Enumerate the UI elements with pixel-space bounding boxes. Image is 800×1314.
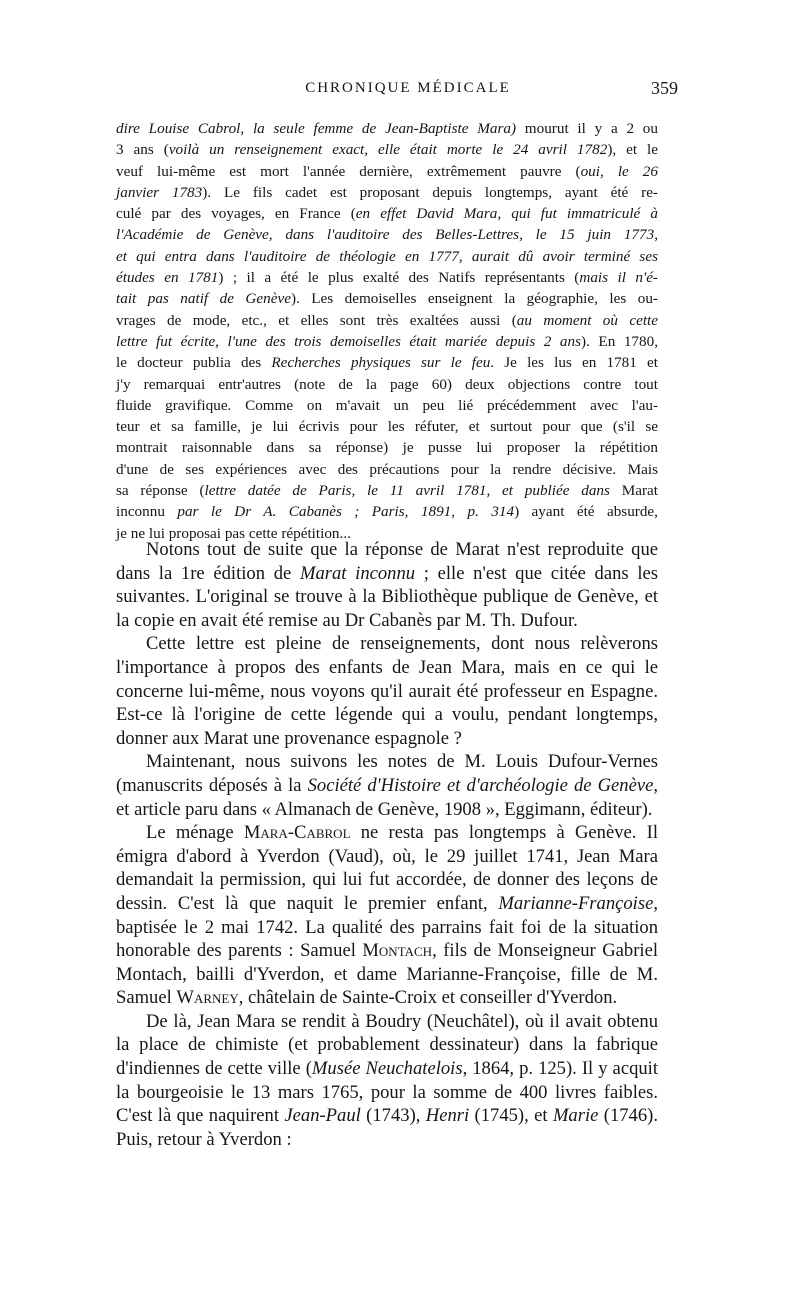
quote-line: [116, 416, 658, 437]
quote-line: [116, 501, 658, 522]
paragraph: [116, 632, 658, 750]
text-run: . Je les lus en 1781 et: [490, 354, 658, 372]
italic-run: Marat inconnu: [299, 562, 416, 584]
text-run: Maintenant, nous suivons les notes de M. Louis Dufour-Vernes (manuscrits déposés à la: [116, 751, 658, 796]
quote-line: [116, 161, 658, 182]
text-run: 3 ans (: [116, 141, 169, 159]
quote-line: [116, 459, 658, 480]
text-run: Cette lettre est pleine de renseignements, dont nous relèverons l'importance à propos des enfants de Jean Mara, mais en ce qui le concerne lui-même, nous voyons qu'il aurait été professeur en Espagne. Est-ce là l'origine de cette légende qui a voulu, pendant longtemps, donner aux Marat une provenance espagnole ?: [116, 633, 658, 749]
italic-run: janvier 1783: [116, 183, 203, 201]
running-head: [138, 78, 678, 106]
paragraph: [116, 538, 658, 632]
text-run: ) ; il a été le plus exalté des Natifs représentants (: [218, 269, 580, 287]
running-title: CHRONIQUE MÉDICALE: [305, 80, 511, 96]
text-run: Le ménage: [146, 822, 244, 844]
text-run: montrait raisonnable dans sa réponse) je pusse lui proposer la répétition: [116, 439, 658, 457]
text-run: mourut il y a 2 ou: [516, 120, 658, 137]
italic-run: Henri: [425, 1105, 470, 1127]
quote-line: [116, 118, 658, 139]
text-run: , 1864, p. 125). Il y acquit la bourgeoisie le 13 mars 1765, pour la somme de 400 livres faibles. C'est là que naquirent: [116, 1058, 658, 1127]
text-run: , châtelain de Sainte-Croix et conseiller d'Yverdon.: [238, 987, 618, 1009]
italic-run: Musée Neuchatelois: [311, 1058, 463, 1080]
text-run: De là, Jean Mara se rendit à Boudry (Neuchâtel), où il avait obtenu la place de chimiste (et probablement dessinateur) dans la fabrique d'indiennes de cette ville (: [116, 1010, 658, 1080]
italic-run: et qui entra dans l'auditoire de théologie en 1777, aurait dû avoir terminé ses: [116, 247, 658, 265]
text-run: le docteur publia des: [116, 354, 272, 372]
italic-run: études en 1781: [116, 269, 219, 287]
quote-line: [116, 395, 658, 416]
text-run: inconnu: [116, 503, 178, 521]
quote-line: [116, 246, 658, 267]
quote-line: [116, 139, 658, 160]
quote-line: [116, 224, 658, 245]
quote-line: [116, 437, 658, 458]
italic-run: l'Académie de Genève, dans l'auditoire des Belles-Lettres, le 15 juin 1773,: [116, 226, 658, 244]
italic-run: lettre fut écrite, l'une des trois demoiselles était mariée depuis 2 ans: [116, 332, 582, 350]
text-run: ne resta pas longtemps à Genève. Il émigra d'abord à Yverdon (Vaud), où, le 29 juillet 1741, Jean Mara demandait la permission, qui lui fut accordée, de donner des leçons de dessin. C'est là que naquit le premier enfant,: [116, 822, 658, 914]
text-run: ). Les demoiselles enseignent la géographie, les ou-: [290, 290, 658, 308]
quote-line: [116, 374, 658, 395]
text-run: Marat: [609, 482, 658, 500]
italic-run: oui, le 26: [580, 162, 658, 180]
quote-line: [116, 203, 658, 224]
text-run: ), et le: [607, 141, 658, 159]
italic-run: en effet David Mara, qui fut immatriculé à: [355, 205, 658, 223]
italic-run: Société d'Histoire et d'archéologie de Genève: [307, 774, 654, 796]
italic-run: lettre datée de Paris, le 11 avril 1781, et publiée dans: [204, 482, 610, 500]
text-run: ). Le fils cadet est proposant depuis longtemps, ayant été re-: [202, 183, 658, 201]
small-caps-run: Mara-Cabrol: [243, 822, 351, 844]
text-run: ; elle n'est que citée dans les suivantes. L'original se trouve à la Bibliothèque publique de Genève, et la copie en avait été remise au Dr Cabanès par M. Th. Dufour.: [116, 562, 658, 631]
italic-run: Marianne-Françoise: [498, 892, 654, 914]
text-run: culé par des voyages, en France (: [116, 205, 356, 223]
italic-run: au moment où cette: [516, 311, 658, 329]
text-run: fluide gravifique. Comme on m'avait un peu lié précédemment avec l'au-: [116, 396, 658, 414]
quote-line: [116, 182, 658, 203]
paragraph: [116, 750, 658, 821]
text-run: , et article paru dans « Almanach de Genève, 1908 », Eggimann, éditeur).: [116, 774, 658, 820]
quote-line: [116, 352, 658, 373]
text-run: (1743),: [360, 1105, 426, 1127]
text-run: teur et sa famille, je lui écrivis pour les réfuter, et surtout pour que (s'il se: [116, 418, 658, 436]
italic-run: dire Louise Cabrol, la seule femme de Jean-Baptiste Mara): [116, 120, 517, 137]
italic-run: par le Dr A. Cabanès ; Paris, 1891, p. 314: [177, 503, 515, 521]
quote-line: [116, 480, 658, 501]
italic-run: Recherches physiques sur le feu: [271, 354, 491, 372]
text-run: d'une de ses expériences avec des précautions pour la rendre décisive. Mais: [116, 460, 658, 478]
quote-line: [116, 310, 658, 331]
text-run: ). En 1780,: [581, 332, 658, 350]
italic-run: Marie: [552, 1105, 599, 1127]
page-number: 359: [651, 78, 678, 98]
paragraph: [116, 1010, 658, 1152]
italic-run: mais il n'é-: [579, 269, 658, 287]
text-run: (1745), et: [469, 1105, 553, 1127]
quoted-letter: [116, 118, 658, 544]
text-run: , fils de Monseigneur Gabriel Montach, bailli d'Yverdon, et dame Marianne-Françoise, fille de M. Samuel: [116, 940, 658, 1009]
text-run: vrages de mode, etc., et elles sont très exaltées aussi (: [116, 311, 517, 329]
text-run: , baptisée le 2 mai 1742. La qualité des parrains fait foi de la situation honorable des parents : Samuel: [116, 892, 658, 962]
italic-run: voilà un renseignement exact, elle était morte le 24 avril 1782: [168, 141, 608, 159]
body-text: [116, 538, 658, 1151]
paragraph: [116, 821, 658, 1010]
small-caps-run: Montach: [362, 940, 433, 962]
small-caps-run: Warney: [176, 987, 239, 1009]
text-run: veuf lui-même est mort l'année dernière, extrêmement pauvre (: [116, 162, 581, 180]
quote-line: [116, 267, 658, 288]
text-run: j'y remarquai entr'autres (note de la page 60) deux objections contre tout: [116, 375, 658, 393]
quote-line: [116, 331, 658, 352]
text-run: Notons tout de suite que la réponse de Marat n'est reproduite que dans la 1re édition de: [116, 539, 658, 584]
text-run: je ne lui proposai pas cette répétition...: [116, 524, 351, 542]
italic-run: tait pas natif de Genève: [116, 290, 291, 308]
text-run: ) ayant été absurde,: [514, 503, 658, 521]
italic-run: Jean-Paul: [284, 1105, 361, 1127]
quote-line: [116, 288, 658, 309]
text-run: sa réponse (: [116, 482, 205, 500]
text-run: (1746). Puis, retour à Yverdon :: [116, 1105, 658, 1150]
